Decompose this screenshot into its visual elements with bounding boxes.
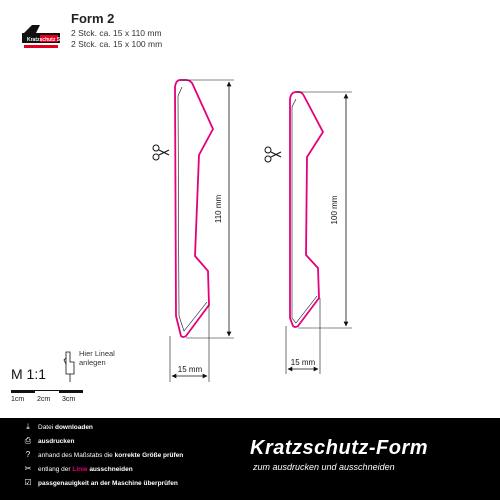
form-title: Form 2 <box>71 11 115 26</box>
ruler-tick-2cm: 2cm <box>37 396 51 403</box>
height-label-110: 110 mm <box>214 194 223 224</box>
instruction-text: Datei <box>38 424 55 431</box>
instruction-text: ausschneiden <box>87 466 133 473</box>
download-icon: ⤓ <box>26 422 30 431</box>
brand-title: Kratzschutz-Form <box>250 437 429 459</box>
checkbox-icon: ☑ <box>24 478 32 487</box>
instruction-step <box>22 450 183 459</box>
brand-subtitle: zum ausdrucken und ausschneiden <box>253 462 395 472</box>
instruction-text: ausdrucken <box>38 438 75 445</box>
ruler-segment <box>59 390 83 393</box>
hand-pointer-icon <box>64 352 74 382</box>
spec-line-1: 2 Stck. ca. 15 x 110 mm <box>71 28 162 38</box>
logo-text: Kratzschutz Shop <box>27 37 70 43</box>
instruction-text: korrekte Größe prüfen <box>114 452 184 459</box>
instruction-text: entlang der <box>38 466 73 473</box>
inner-contour-110 <box>178 87 207 331</box>
width-label-1: 15 mm <box>177 365 203 374</box>
instruction-text: passgenauigkeit an der Maschine überprüfen <box>38 480 178 487</box>
instruction-step <box>22 422 93 432</box>
ruler-tick-3cm: 3cm <box>62 396 76 403</box>
instruction-step <box>22 464 133 473</box>
ruler-segment <box>11 390 35 393</box>
ruler-segment <box>35 390 59 393</box>
instruction-text: downloaden <box>54 424 93 431</box>
instruction-text: Linie <box>72 466 88 473</box>
ruler-icon: ? <box>25 450 31 459</box>
spec-line-2: 2 Stck. ca. 15 x 100 mm <box>71 39 163 49</box>
height-label-100: 100 mm <box>330 195 339 225</box>
instruction-step <box>22 478 178 487</box>
dimension-110-vertical <box>180 80 234 338</box>
scale-label: M 1:1 <box>11 366 47 382</box>
scissors-icon <box>265 147 281 162</box>
scissors-icon <box>153 145 169 160</box>
dimension-100-vertical <box>296 92 352 328</box>
cut-shape-100 <box>290 92 323 327</box>
cut-shape-110 <box>175 80 213 337</box>
scissors-icon: ✂ <box>24 464 32 473</box>
instruction-text: anhand des Maßstabs die <box>38 452 115 459</box>
printer-icon: ⎙ <box>24 436 32 445</box>
width-label-2: 15 mm <box>290 358 316 367</box>
instruction-step <box>22 436 75 446</box>
inner-contour-100 <box>292 99 317 323</box>
ruler-note: Hier Lineal anlegen <box>79 349 115 367</box>
scale-ruler <box>11 390 82 403</box>
ruler-tick-1cm: 1cm <box>11 396 25 403</box>
